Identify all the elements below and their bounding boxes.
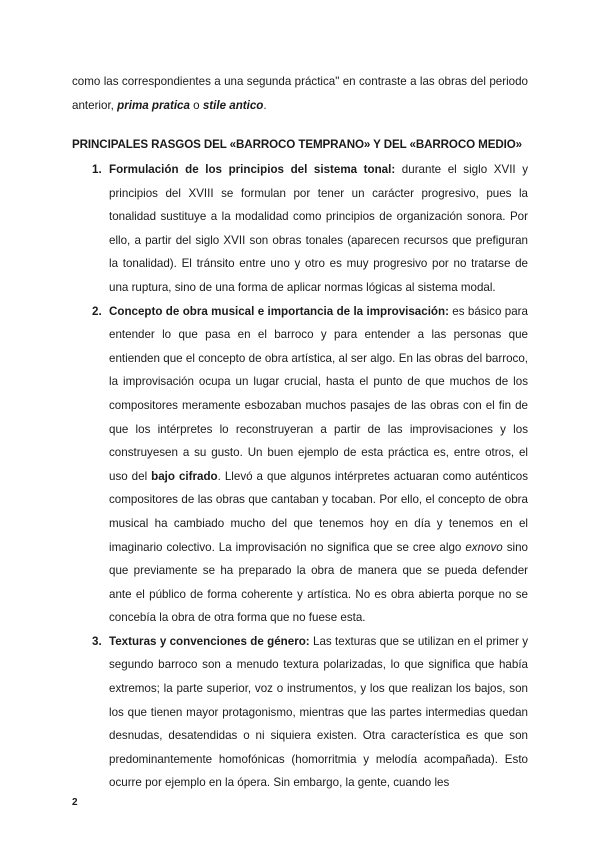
intro-end: . (263, 98, 267, 112)
item-text: sino que previamente se ha preparado la obra de manera que se pueda defender ante el público de forma coherente y artística. No es obra abierta porque no se concebía la obra de otra forma que no fuese esta. (109, 540, 528, 625)
page-number: 2 (72, 797, 78, 808)
list-item (92, 630, 528, 795)
item-text: es básico para entender lo que pasa en el barroco y para entender a las personas que entienden que el concepto de obra artística, al ser algo. En las obras del barroco, la improvisación ocupa un lugar crucial, hasta el punto de que muchos de los compositores meramente esbozaban muchos pasajes de las obras con el fin de que los intérpretes lo reconstruyeran a partir de las improvisaciones y los construyesen a su gusto. Un buen ejemplo de esta práctica es, entre otros, el uso del (109, 304, 528, 483)
item-number: 3. (92, 634, 102, 648)
item-title: Texturas y convenciones de género: (109, 634, 310, 648)
intro-paragraph (72, 70, 528, 117)
section-heading: PRINCIPALES RASGOS DEL «BARROCO TEMPRANO» Y DEL «BARROCO MEDIO» (72, 138, 523, 151)
intro-separator: o (189, 98, 203, 112)
term-prima-pratica: prima pratica (117, 98, 190, 112)
list-item (92, 158, 528, 300)
term-exnovo: exnovo (465, 540, 503, 554)
intro-text: como las correspondientes a una segunda práctica" en contraste a las obras del periodo anterior, (72, 75, 528, 112)
item-number: 1. (92, 163, 102, 176)
item-title: Concepto de obra musical e importancia de la improvisación: (109, 304, 449, 318)
features-list (92, 158, 528, 795)
term-stile-antico: stile antico (202, 98, 264, 112)
item-title: Formulación de los principios del sistema tonal: (109, 163, 396, 176)
term-bajo-cifrado: bajo cifrado (151, 469, 218, 483)
item-text: Las texturas que se utilizan en el primer y segundo barroco son a menudo textura polarizadas, lo que significa que había extremos; la parte superior, voz o instrumentos, y los que realizan los bajos, son los que tienen mayor protagonismo, mientras que las partes intermedias quedan desnudas, desatendidas o ni siquiera existen. Otra característica es que son predominantemente homofónicas (homorritmia y melodía acompañada). Esto ocurre por ejemplo en la ópera. Sin embargo, la gente, cuando les (109, 634, 528, 790)
item-text: . Llevó a que algunos intérpretes actuaran como auténticos compositores de las obras que cantaban y tocaban. Por ello, el concepto de obra musical ha cambiado mucho del que tenemos hoy en día y tenemos en el imaginario colectivo. La improvisación no significa que se cree algo (109, 469, 528, 554)
item-text: durante el siglo XVII y principios del XVIII se formulan por tener un carácter progresivo, pues la tonalidad sustituye a la modalidad como principios de organización sonora. Por ello, a partir del siglo XVII son obras tonales (aparecen recursos que prefiguran la tonalidad). El tránsito entre uno y otro es muy progresivo por no tratarse de una ruptura, sino de una forma de aplicar normas lógicas al sistema modal. (109, 163, 529, 294)
list-item (92, 300, 528, 630)
item-number: 2. (92, 304, 102, 318)
